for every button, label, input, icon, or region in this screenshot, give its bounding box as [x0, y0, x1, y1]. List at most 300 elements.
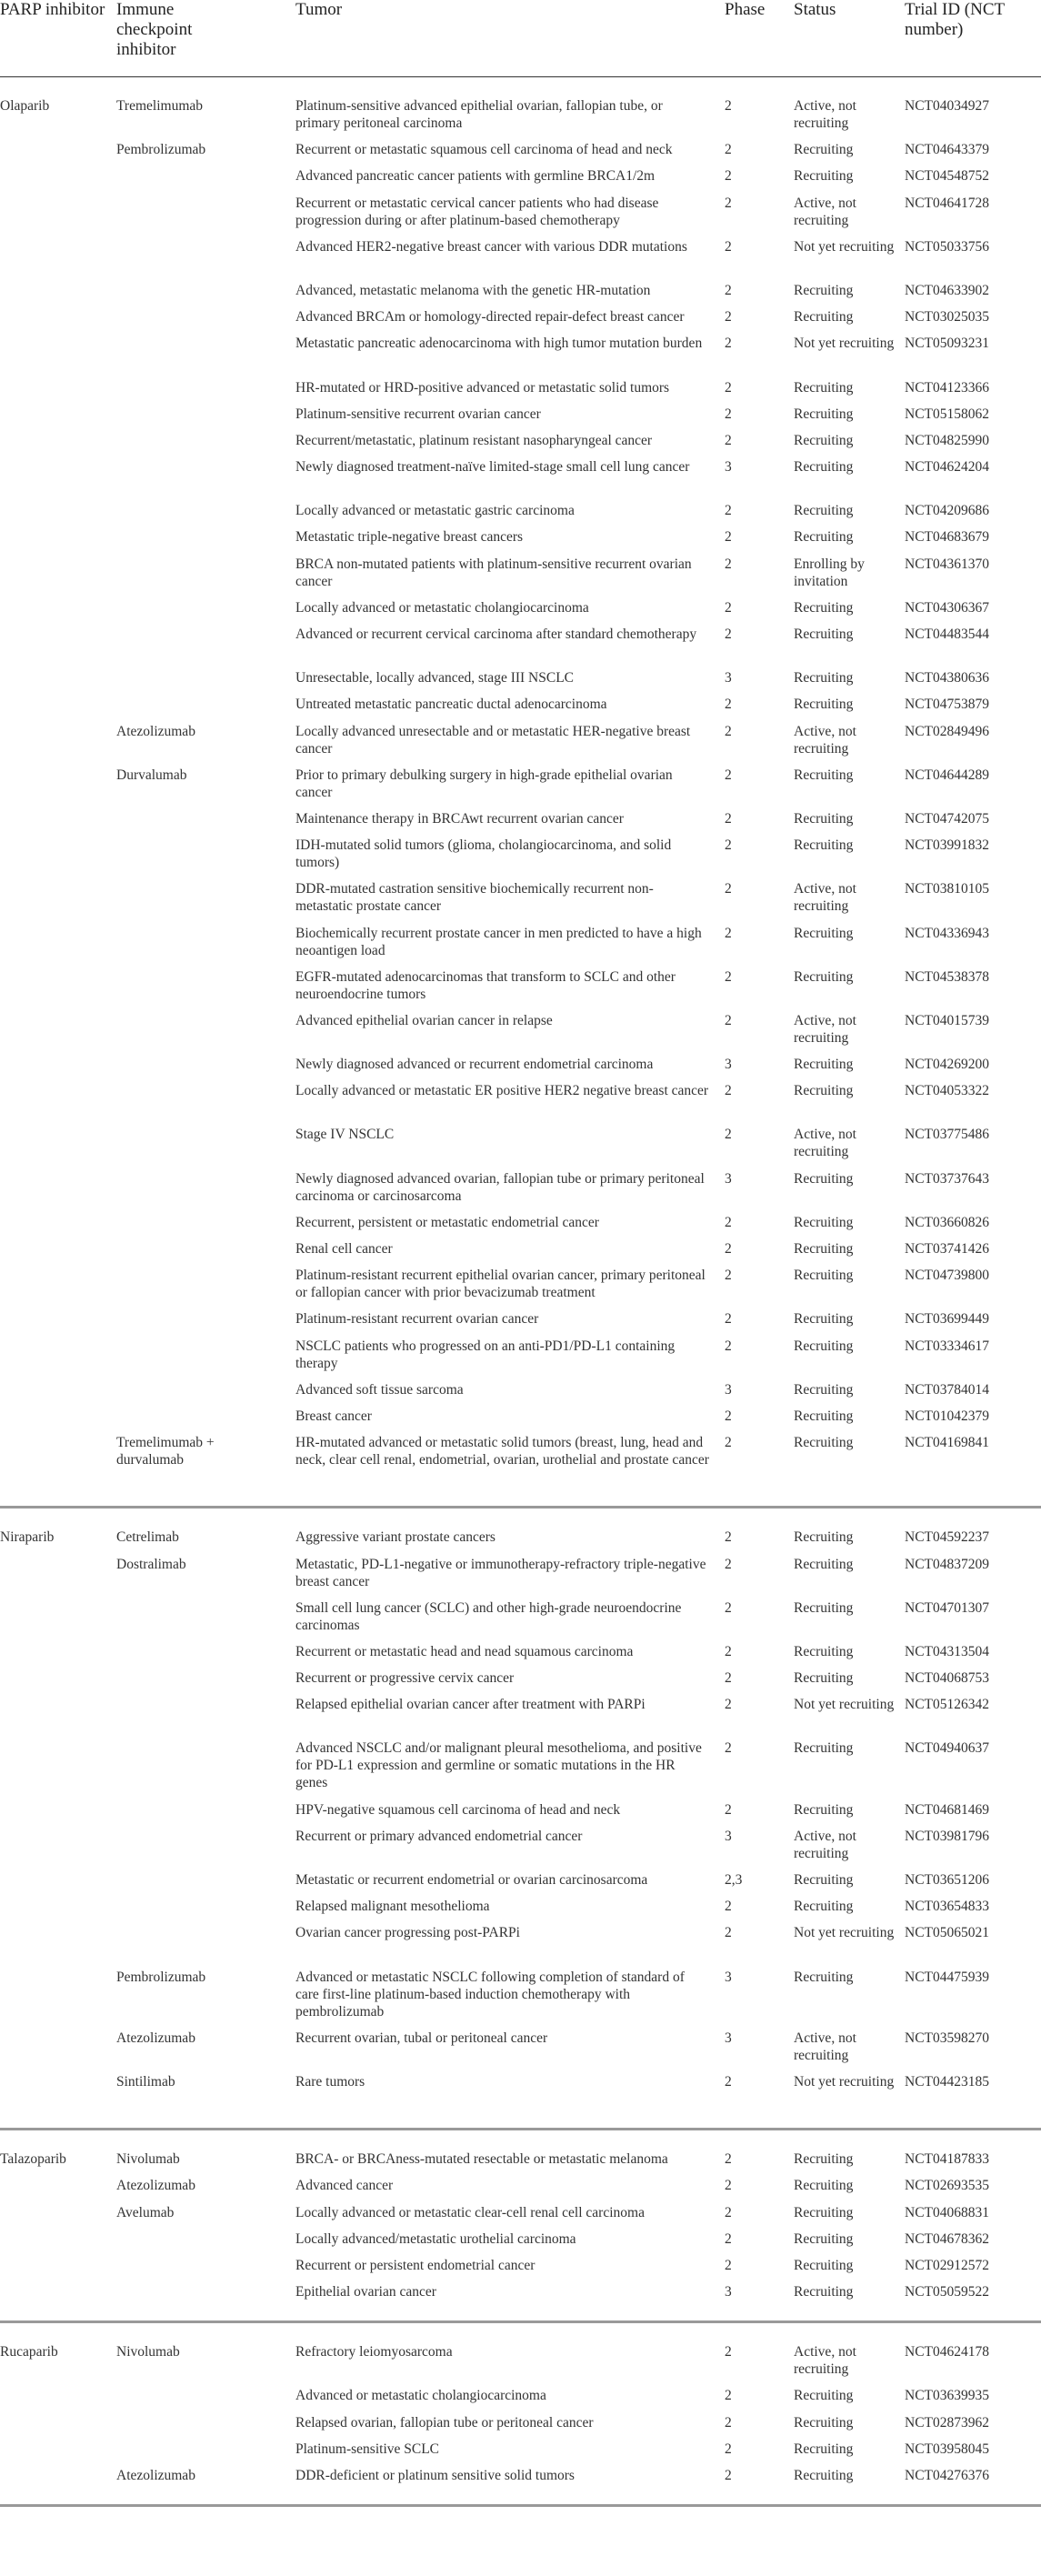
phase-cell: 2 [725, 2441, 732, 2457]
group-bottom-spacer [0, 2117, 1041, 2128]
status-cell: Recruiting [794, 2257, 854, 2273]
phase-cell: 2 [725, 238, 732, 255]
group-divider [0, 2504, 1041, 2507]
trial-id-cell: NCT04423185 [905, 2073, 989, 2090]
immune-checkpoint-inhibitor-cell: Atezolizumab [116, 2030, 195, 2046]
phase-cell: 2 [725, 1338, 732, 1354]
phase-cell: 2 [725, 2151, 732, 2168]
phase-cell: 2 [725, 925, 732, 941]
status-cell: Recruiting [794, 925, 854, 941]
phase-cell: 2 [725, 1670, 732, 1687]
table-row [0, 1310, 1041, 1337]
status-cell: Recruiting [794, 1083, 854, 1099]
phase-cell: 2 [725, 1012, 732, 1028]
tumor-cell: Newly diagnosed advanced or recurrent endometrial carcinoma [295, 1057, 654, 1073]
tumor-cell: Platinum-resistant recurrent epithelial ovarian cancer, primary peritoneal or fallopian cancer with prior bevacizumab treatment [295, 1268, 706, 1301]
trial-id-cell: NCT04742075 [905, 810, 989, 827]
trial-id-cell: NCT04678362 [905, 2230, 989, 2247]
status-cell: Recruiting [794, 1338, 854, 1354]
table-row [0, 1801, 1041, 1828]
tumor-cell: HPV-negative squamous cell carcinoma of head and neck [295, 1801, 621, 1818]
status-cell: Recruiting [794, 309, 854, 326]
trial-id-cell: NCT04940637 [905, 1740, 989, 1757]
tumor-cell: Platinum-sensitive recurrent ovarian cancer [295, 406, 541, 422]
trial-id-cell: NCT04361370 [905, 556, 989, 572]
phase-cell: 2 [725, 1801, 732, 1818]
status-cell: Recruiting [794, 406, 854, 422]
phase-cell: 3 [725, 1381, 732, 1398]
phase-cell: 2 [725, 2204, 732, 2220]
tumor-cell: Recurrent or primary advanced endometrial cancer [295, 1828, 583, 1844]
table-row [0, 1082, 1041, 1126]
phase-cell: 3 [725, 459, 732, 476]
table-row [0, 1170, 1041, 1214]
phase-cell: 2 [725, 1556, 732, 1572]
tumor-cell: Recurrent or metastatic head and nead squamous carcinoma [295, 1643, 634, 1659]
phase-cell: 2 [725, 697, 732, 713]
tumor-cell: Small cell lung cancer (SCLC) and other high-grade neuroendocrine carcinomas [295, 1599, 682, 1633]
phase-cell: 2 [725, 529, 732, 546]
table-row [0, 167, 1041, 194]
trial-id-cell: NCT03737643 [905, 1170, 989, 1187]
tumor-cell: Locally advanced unresectable and or metastatic HER-negative breast cancer [295, 723, 691, 757]
table-row [0, 458, 1041, 502]
trial-id-cell: NCT03334617 [905, 1338, 989, 1354]
table-row [0, 556, 1041, 599]
phase-cell: 2 [725, 1599, 732, 1616]
immune-checkpoint-inhibitor-cell: Pembrolizumab [116, 142, 206, 158]
tumor-cell: Platinum-resistant recurrent ovarian cancer [295, 1311, 539, 1328]
phase-cell: 2 [725, 1083, 732, 1099]
status-cell: Active, not recruiting [794, 1127, 856, 1160]
table-row [0, 599, 1041, 626]
tumor-cell: Recurrent, persistent or metastatic endometrial cancer [295, 1214, 599, 1230]
status-cell: Recruiting [794, 599, 854, 616]
header-phase: Phase [725, 0, 766, 19]
trial-id-cell: NCT04123366 [905, 379, 989, 396]
phase-cell: 2 [725, 282, 732, 298]
trial-id-cell: NCT04681469 [905, 1801, 989, 1818]
tumor-cell: HR-mutated advanced or metastatic solid tumors (breast, lung, head and neck, clear cell renal, endometrial, ovarian, urothelial and prostate cancer [295, 1435, 709, 1468]
phase-cell: 2 [725, 1643, 732, 1659]
trial-id-cell: NCT03660826 [905, 1214, 989, 1230]
phase-cell: 2 [725, 767, 732, 783]
immune-checkpoint-inhibitor-cell: Avelumab [116, 2204, 175, 2220]
status-cell: Recruiting [794, 1643, 854, 1659]
phase-cell: 2 [725, 1311, 732, 1328]
parp-inhibitor-cell: Rucaparib [0, 2344, 58, 2360]
parp-inhibitor-cell: Talazoparib [0, 2151, 66, 2168]
table-row [0, 1267, 1041, 1310]
tumor-cell: Unresectable, locally advanced, stage III NSCLC [295, 670, 575, 687]
table-row [0, 502, 1041, 528]
table-row [0, 1669, 1041, 1696]
phase-cell: 2 [725, 2388, 732, 2404]
status-cell: Recruiting [794, 529, 854, 546]
tumor-cell: Metastatic pancreatic adenocarcinoma with high tumor mutation burden [295, 336, 703, 352]
table-row [0, 837, 1041, 880]
status-cell: Recruiting [794, 2151, 854, 2168]
table-row [0, 195, 1041, 238]
phase-cell: 3 [725, 1170, 732, 1187]
tumor-cell: Locally advanced or metastatic clear-cell renal cell carcinoma [295, 2204, 645, 2220]
immune-checkpoint-inhibitor-cell: Atezolizumab [116, 2178, 195, 2194]
table-row [0, 968, 1041, 1012]
trial-id-cell: NCT03741426 [905, 1241, 989, 1257]
table-row [0, 2257, 1041, 2283]
status-cell: Not yet recruiting [794, 1925, 895, 1941]
table-row [0, 925, 1041, 968]
trial-id-cell: NCT02693535 [905, 2178, 989, 2194]
status-cell: Recruiting [794, 2284, 854, 2300]
phase-cell: 2 [725, 503, 732, 519]
trial-id-cell: NCT01042379 [905, 1408, 989, 1424]
status-cell: Recruiting [794, 2230, 854, 2247]
tumor-cell: Recurrent/metastatic, platinum resistant nasopharyngeal cancer [295, 432, 653, 448]
table-row [0, 1214, 1041, 1240]
tumor-cell: Advanced cancer [295, 2178, 394, 2194]
trial-id-cell: NCT05033756 [905, 238, 989, 255]
trial-id-cell: NCT03810105 [905, 881, 989, 897]
status-cell: Recruiting [794, 2441, 854, 2457]
tumor-cell: Rare tumors [295, 2073, 365, 2090]
tumor-cell: EGFR-mutated adenocarcinomas that transform to SCLC and other neuroendocrine tumors [295, 968, 676, 1002]
table-row [0, 723, 1041, 767]
status-cell: Active, not recruiting [794, 2344, 856, 2378]
status-cell: Active, not recruiting [794, 723, 856, 757]
trial-id-cell: NCT03981796 [905, 1828, 989, 1844]
immune-checkpoint-inhibitor-cell: Cetrelimab [116, 1529, 179, 1546]
phase-cell: 3 [725, 2030, 732, 2046]
immune-checkpoint-inhibitor-cell: Tremelimumab [116, 98, 204, 114]
tumor-cell: DDR-deficient or platinum sensitive solid tumors [295, 2468, 575, 2483]
immune-checkpoint-inhibitor-cell: Sintilimab [116, 2073, 175, 2090]
phase-cell: 2 [725, 1127, 732, 1143]
trial-id-cell: NCT04483544 [905, 626, 989, 642]
phase-cell: 2 [725, 2178, 732, 2194]
tumor-cell: Biochemically recurrent prostate cancer in men predicted to have a high neoantigen load [295, 925, 702, 958]
trial-id-cell: NCT03699449 [905, 1311, 989, 1328]
status-cell: Recruiting [794, 459, 854, 476]
header-trial-id: Trial ID (NCT number) [905, 0, 1005, 39]
table-row [0, 238, 1041, 282]
status-cell: Recruiting [794, 2468, 854, 2483]
tumor-cell: BRCA non-mutated patients with platinum-sensitive recurrent ovarian cancer [295, 556, 692, 589]
phase-cell: 2 [725, 1925, 732, 1941]
table-row [0, 2283, 1041, 2310]
tumor-cell: Maintenance therapy in BRCAwt recurrent ovarian cancer [295, 810, 624, 827]
trial-id-cell: NCT04169841 [905, 1435, 989, 1451]
status-cell: Recruiting [794, 1801, 854, 1818]
phase-cell: 2 [725, 406, 732, 422]
phase-cell: 3 [725, 2284, 732, 2300]
phase-cell: 2 [725, 1899, 732, 1915]
table-row [0, 1240, 1041, 1267]
status-cell: Recruiting [794, 837, 854, 854]
trial-id-cell: NCT04641728 [905, 195, 989, 211]
phase-cell: 2 [725, 1408, 732, 1424]
phase-cell: 3 [725, 1828, 732, 1844]
phase-cell: 3 [725, 1969, 732, 1985]
tumor-cell: Advanced soft tissue sarcoma [295, 1381, 464, 1398]
parp-inhibitor-cell: Niraparib [0, 1529, 55, 1546]
immune-checkpoint-inhibitor-cell: Pembrolizumab [116, 1969, 206, 1985]
tumor-cell: Metastatic or recurrent endometrial or ovarian carcinosarcoma [295, 1872, 648, 1888]
phase-cell: 2 [725, 336, 732, 352]
table-row [0, 1529, 1041, 1555]
phase-cell: 3 [725, 670, 732, 687]
tumor-cell: Epithelial ovarian cancer [295, 2284, 436, 2300]
group-top-spacer [0, 2323, 1041, 2343]
table-header [0, 0, 1041, 77]
trial-id-cell: NCT04034927 [905, 98, 989, 114]
tumor-cell: Metastatic triple-negative breast cancers [295, 529, 524, 546]
tumor-cell: Refractory leiomyosarcoma [295, 2344, 453, 2360]
status-cell: Active, not recruiting [794, 881, 856, 915]
trial-id-cell: NCT02873962 [905, 2414, 989, 2431]
tumor-cell: Advanced or metastatic cholangiocarcinoma [295, 2388, 546, 2404]
phase-cell: 2 [725, 195, 732, 211]
tumor-cell: Metastatic, PD-L1-negative or immunotherapy-refractory triple-negative breast cancer [295, 1556, 706, 1589]
tumor-cell: Platinum-sensitive advanced epithelial ovarian, fallopian tube, or primary peritoneal carcinoma [295, 98, 663, 131]
status-cell: Recruiting [794, 810, 854, 827]
phase-cell: 2 [725, 1435, 732, 1451]
trial-id-cell: NCT04336943 [905, 925, 989, 941]
status-cell: Recruiting [794, 1899, 854, 1915]
phase-cell: 2,3 [725, 1872, 743, 1888]
table-row [0, 2467, 1041, 2493]
tumor-cell: Locally advanced or metastatic cholangiocarcinoma [295, 599, 589, 616]
trial-id-cell: NCT04475939 [905, 1969, 989, 1985]
status-cell: Recruiting [794, 2388, 854, 2404]
table-row [0, 626, 1041, 669]
status-cell: Active, not recruiting [794, 195, 856, 228]
trial-id-cell: NCT03654833 [905, 1899, 989, 1915]
immune-checkpoint-inhibitor-cell: Nivolumab [116, 2344, 180, 2360]
status-cell: Recruiting [794, 1241, 854, 1257]
immune-checkpoint-inhibitor-cell: Atezolizumab [116, 2468, 195, 2483]
tumor-cell: Recurrent or persistent endometrial cancer [295, 2257, 536, 2273]
table-row [0, 1338, 1041, 1381]
status-cell: Recruiting [794, 1529, 854, 1546]
trial-id-cell: NCT04683679 [905, 529, 989, 546]
tumor-cell: Renal cell cancer [295, 1241, 393, 1257]
trial-id-cell: NCT04269200 [905, 1057, 989, 1073]
phase-cell: 2 [725, 1214, 732, 1230]
status-cell: Recruiting [794, 503, 854, 519]
trial-id-cell: NCT04825990 [905, 432, 989, 448]
group-bottom-spacer [0, 2493, 1041, 2504]
table-row [0, 810, 1041, 837]
status-cell: Recruiting [794, 1311, 854, 1328]
trial-id-cell: NCT04068831 [905, 2204, 989, 2220]
table-row [0, 432, 1041, 458]
phase-cell: 2 [725, 626, 732, 642]
table-row [0, 2441, 1041, 2467]
status-cell: Not yet recruiting [794, 1697, 895, 1713]
trial-id-cell: NCT03598270 [905, 2030, 989, 2046]
status-cell: Recruiting [794, 1740, 854, 1757]
table-row [0, 282, 1041, 308]
tumor-cell: Breast cancer [295, 1408, 372, 1424]
trial-id-cell: NCT03775486 [905, 1127, 989, 1143]
phase-cell: 2 [725, 2344, 732, 2360]
table-row [0, 1924, 1041, 1968]
status-cell: Recruiting [794, 168, 854, 185]
phase-cell: 3 [725, 1057, 732, 1073]
status-cell: Recruiting [794, 282, 854, 298]
status-cell: Not yet recruiting [794, 2073, 895, 2090]
table-row [0, 1408, 1041, 1434]
phase-cell: 2 [725, 556, 732, 572]
table-row [0, 1696, 1041, 1739]
tumor-cell: Locally advanced or metastatic gastric carcinoma [295, 503, 575, 519]
table-row [0, 1828, 1041, 1871]
tumor-cell: Untreated metastatic pancreatic ductal adenocarcinoma [295, 697, 607, 713]
trial-id-cell: NCT04753879 [905, 697, 989, 713]
tumor-cell: Aggressive variant prostate cancers [295, 1529, 495, 1546]
table-row [0, 1381, 1041, 1408]
status-cell: Recruiting [794, 1408, 854, 1424]
trial-id-cell: NCT02912572 [905, 2257, 989, 2273]
tumor-cell: Advanced HER2-negative breast cancer with various DDR mutations [295, 238, 687, 255]
trial-id-cell: NCT03784014 [905, 1381, 989, 1398]
status-cell: Recruiting [794, 1969, 854, 1985]
tumor-cell: Recurrent or progressive cervix cancer [295, 1670, 515, 1687]
status-cell: Recruiting [794, 379, 854, 396]
status-cell: Not yet recruiting [794, 336, 895, 352]
table-row [0, 2030, 1041, 2073]
tumor-cell: IDH-mutated solid tumors (glioma, cholangiocarcinoma, and solid tumors) [295, 837, 672, 871]
phase-cell: 2 [725, 1697, 732, 1713]
header-immune-checkpoint-inhibitor: Immune checkpoint inhibitor [116, 0, 193, 59]
trial-id-cell: NCT04068753 [905, 1670, 989, 1687]
phase-cell: 2 [725, 309, 732, 326]
trial-id-cell: NCT04548752 [905, 168, 989, 185]
trial-id-cell: NCT04053322 [905, 1083, 989, 1099]
table-row [0, 2177, 1041, 2203]
trial-id-cell: NCT04643379 [905, 142, 989, 158]
trial-id-cell: NCT03639935 [905, 2388, 989, 2404]
phase-cell: 2 [725, 723, 732, 739]
status-cell: Recruiting [794, 2204, 854, 2220]
table-row [0, 669, 1041, 696]
trial-id-cell: NCT04306367 [905, 599, 989, 616]
tumor-cell: Advanced, metastatic melanoma with the genetic HR-mutation [295, 282, 651, 298]
tumor-cell: Advanced or metastatic NSCLC following completion of standard of care first-line platinum-based induction chemotherapy with pembrolizumab [295, 1969, 685, 2020]
tumor-cell: Newly diagnosed treatment-naïve limited-stage small cell lung cancer [295, 459, 690, 476]
status-cell: Active, not recruiting [794, 1012, 856, 1046]
tumor-cell: Relapsed epithelial ovarian cancer after treatment with PARPi [295, 1697, 646, 1713]
header-tumor: Tumor [295, 0, 343, 19]
trial-id-cell: NCT04739800 [905, 1268, 989, 1284]
phase-cell: 2 [725, 142, 732, 158]
table-row [0, 141, 1041, 167]
status-cell: Recruiting [794, 626, 854, 642]
tumor-cell: Newly diagnosed advanced ovarian, fallopian tube or primary peritoneal carcinoma or carcinosarcoma [295, 1170, 705, 1204]
immune-checkpoint-inhibitor-cell: Tremelimumab + durvalumab [116, 1435, 215, 1468]
phase-cell: 2 [725, 1241, 732, 1257]
trial-id-cell: NCT05065021 [905, 1925, 989, 1941]
phase-cell: 2 [725, 2257, 732, 2273]
table-row [0, 406, 1041, 432]
group-bottom-spacer [0, 2310, 1041, 2320]
table-row [0, 2343, 1041, 2387]
phase-cell: 2 [725, 98, 732, 114]
phase-cell: 2 [725, 2073, 732, 2090]
trial-id-cell: NCT03991832 [905, 837, 989, 854]
status-cell: Recruiting [794, 1599, 854, 1616]
table-row [0, 1556, 1041, 1599]
status-cell: Recruiting [794, 1057, 854, 1073]
trial-id-cell: NCT04633902 [905, 282, 989, 298]
table-row [0, 696, 1041, 722]
table-row [0, 767, 1041, 810]
table-row [0, 1898, 1041, 1924]
tumor-cell: Advanced or recurrent cervical carcinoma after standard chemotherapy [295, 626, 697, 642]
table-row [0, 1434, 1041, 1495]
table-row [0, 1599, 1041, 1643]
phase-cell: 2 [725, 968, 732, 985]
tumor-cell: Advanced BRCAm or homology-directed repair-defect breast cancer [295, 309, 685, 326]
trial-id-cell: NCT05059522 [905, 2284, 989, 2300]
status-cell: Recruiting [794, 1556, 854, 1572]
trial-id-cell: NCT04380636 [905, 670, 989, 687]
status-cell: Active, not recruiting [794, 1828, 856, 1861]
phase-cell: 2 [725, 2468, 732, 2483]
status-cell: Recruiting [794, 432, 854, 448]
tumor-cell: Locally advanced or metastatic ER positive HER2 negative breast cancer [295, 1083, 709, 1099]
trial-id-cell: NCT05093231 [905, 336, 989, 352]
status-cell: Not yet recruiting [794, 238, 895, 255]
tumor-cell: Advanced pancreatic cancer patients with germline BRCA1/2m [295, 168, 656, 185]
status-cell: Active, not recruiting [794, 2030, 856, 2063]
status-cell: Recruiting [794, 968, 854, 985]
status-cell: Recruiting [794, 1170, 854, 1187]
tumor-cell: BRCA- or BRCAness-mutated resectable or metastatic melanoma [295, 2151, 668, 2168]
trial-id-cell: NCT04624178 [905, 2344, 989, 2360]
header-parp-inhibitor: PARP inhibitor [0, 0, 105, 19]
group-top-spacer [0, 77, 1041, 97]
table-row [0, 1871, 1041, 1898]
phase-cell: 2 [725, 1268, 732, 1284]
tumor-cell: NSCLC patients who progressed on an anti-PD1/PD-L1 containing therapy [295, 1338, 676, 1371]
trial-id-cell: NCT04624204 [905, 459, 989, 476]
group-top-spacer [0, 2130, 1041, 2150]
tumor-cell: Advanced NSCLC and/or malignant pleural mesothelioma, and positive for PD-L1 expression and germline or somatic mutations in the HR genes [295, 1740, 702, 1791]
trial-id-cell: NCT03958045 [905, 2441, 989, 2457]
status-cell: Recruiting [794, 1872, 854, 1888]
table-body [0, 77, 1041, 2507]
phase-cell: 2 [725, 379, 732, 396]
tumor-cell: Platinum-sensitive SCLC [295, 2441, 440, 2457]
tumor-cell: Recurrent ovarian, tubal or peritoneal cancer [295, 2030, 548, 2046]
status-cell: Recruiting [794, 2414, 854, 2431]
phase-cell: 2 [725, 599, 732, 616]
status-cell: Recruiting [794, 670, 854, 687]
phase-cell: 2 [725, 810, 732, 827]
phase-cell: 2 [725, 1740, 732, 1757]
trial-id-cell: NCT04015739 [905, 1012, 989, 1028]
status-cell: Recruiting [794, 1268, 854, 1284]
table-row [0, 1056, 1041, 1082]
trial-id-cell: NCT05158062 [905, 406, 989, 422]
parp-inhibitor-cell: Olaparib [0, 98, 50, 114]
tumor-cell: Ovarian cancer progressing post-PARPi [295, 1925, 520, 1941]
trial-id-cell: NCT05126342 [905, 1697, 989, 1713]
trial-id-cell: NCT02849496 [905, 723, 989, 739]
table-row [0, 2204, 1041, 2230]
